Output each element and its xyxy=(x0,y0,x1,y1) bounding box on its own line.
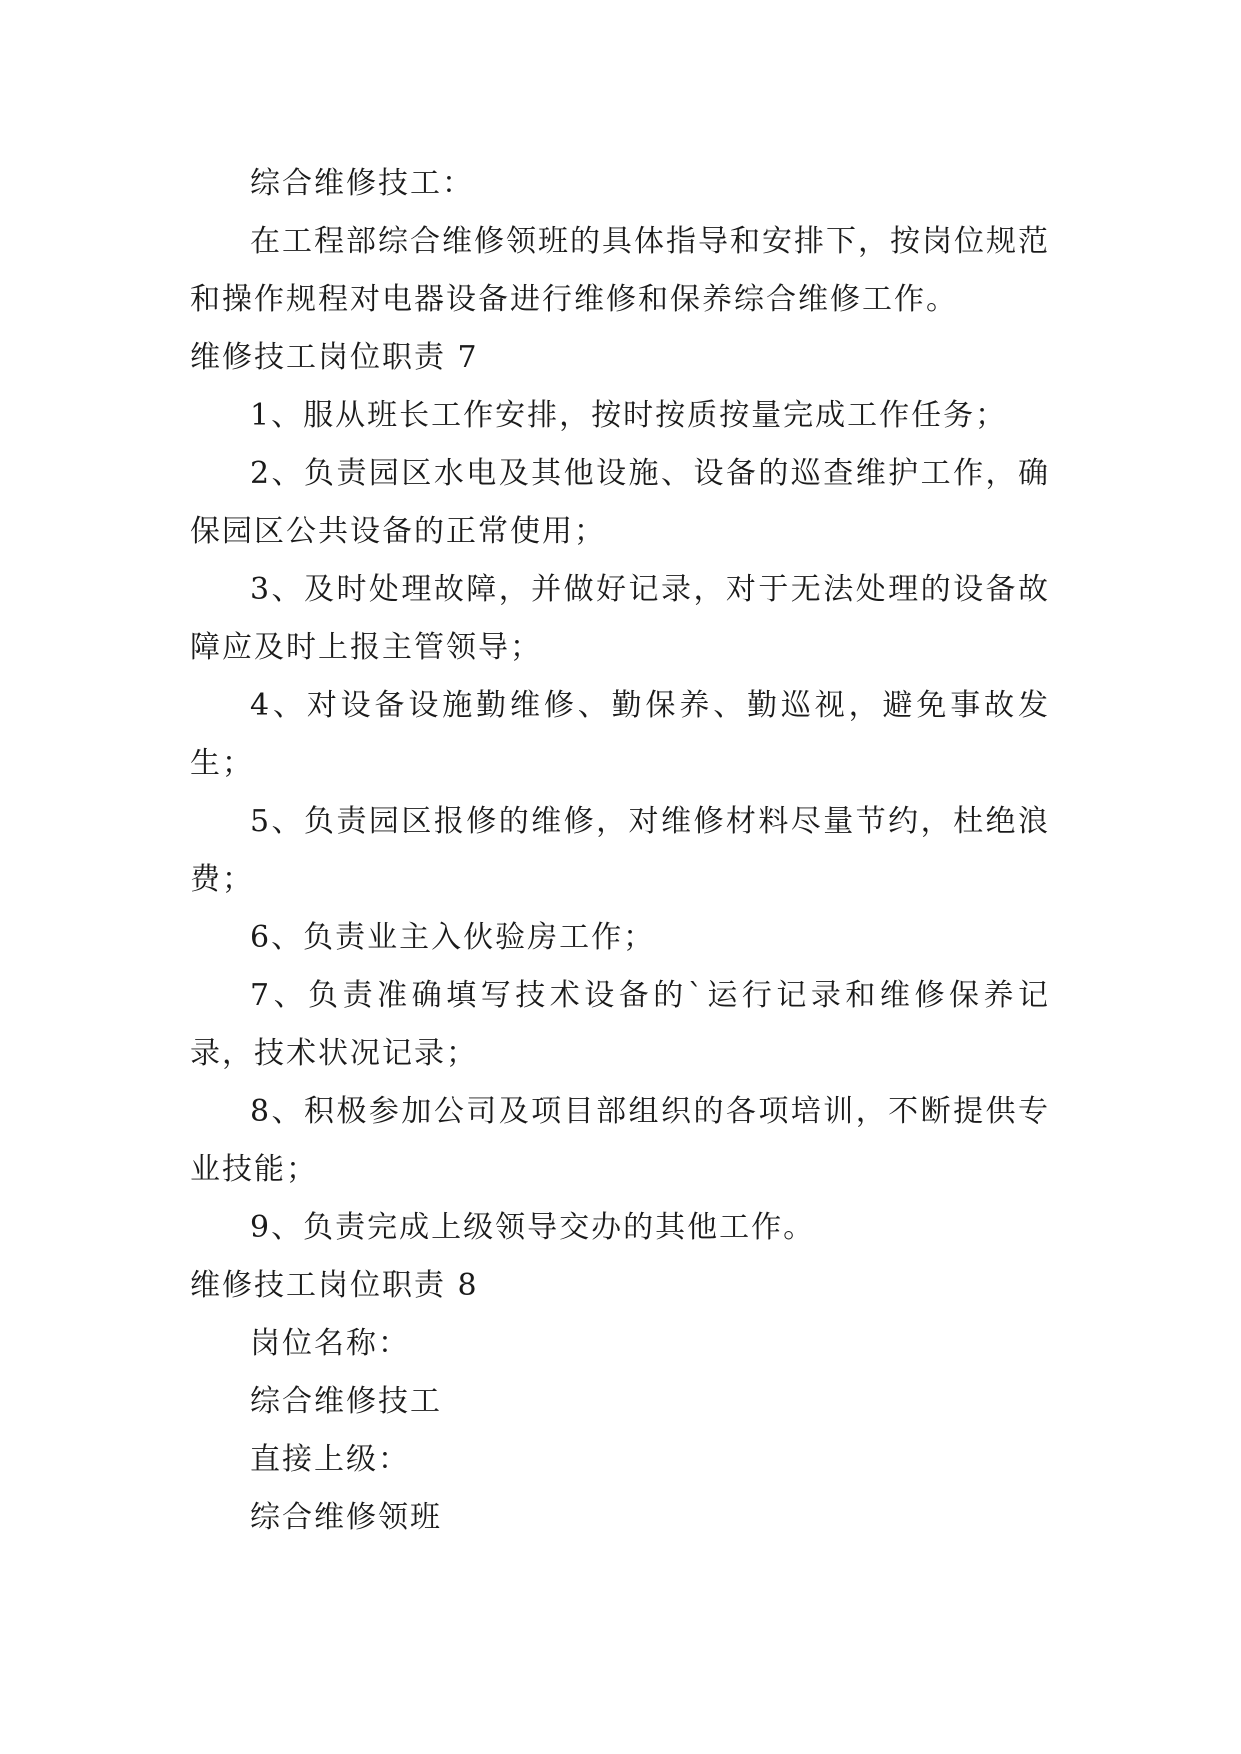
document-body xyxy=(190,155,1050,1547)
list-item: 5、负责园区报修的维修，对维修材料尽量节约，杜绝浪费； xyxy=(190,804,1050,897)
list-item: 8、积极参加公司及项目部组织的各项培训，不断提供专业技能； xyxy=(190,1094,1050,1187)
list-item: 4、对设备设施勤维修、勤保养、勤巡视，避免事故发生； xyxy=(190,688,1050,781)
list-item: 9、负责完成上级领导交办的其他工作。 xyxy=(250,1210,816,1245)
list-item: 6、负责业主入伙验房工作； xyxy=(250,920,656,955)
list-item: 7、负责准确填写技术设备的`运行记录和维修保养记录，技术状况记录； xyxy=(190,978,1050,1071)
section-heading: 维修技工岗位职责 7 xyxy=(190,340,479,375)
list-item: 1、服从班长工作安排，按时按质按量完成工作任务； xyxy=(250,398,1008,433)
field-label: 直接上级： xyxy=(250,1442,410,1477)
paragraph: 综合维修技工： xyxy=(250,166,474,201)
list-item: 3、及时处理故障，并做好记录，对于无法处理的设备故障应及时上报主管领导； xyxy=(190,572,1050,665)
list-item: 2、负责园区水电及其他设施、设备的巡查维护工作，确保园区公共设备的正常使用； xyxy=(190,456,1050,549)
paragraph: 在工程部综合维修领班的具体指导和安排下，按岗位规范和操作规程对电器设备进行维修和保养综合维修工作。 xyxy=(190,224,1050,317)
field-value: 综合维修技工 xyxy=(250,1384,442,1419)
field-value: 综合维修领班 xyxy=(250,1500,442,1535)
section-heading: 维修技工岗位职责 8 xyxy=(190,1268,479,1303)
field-label: 岗位名称： xyxy=(250,1326,410,1361)
